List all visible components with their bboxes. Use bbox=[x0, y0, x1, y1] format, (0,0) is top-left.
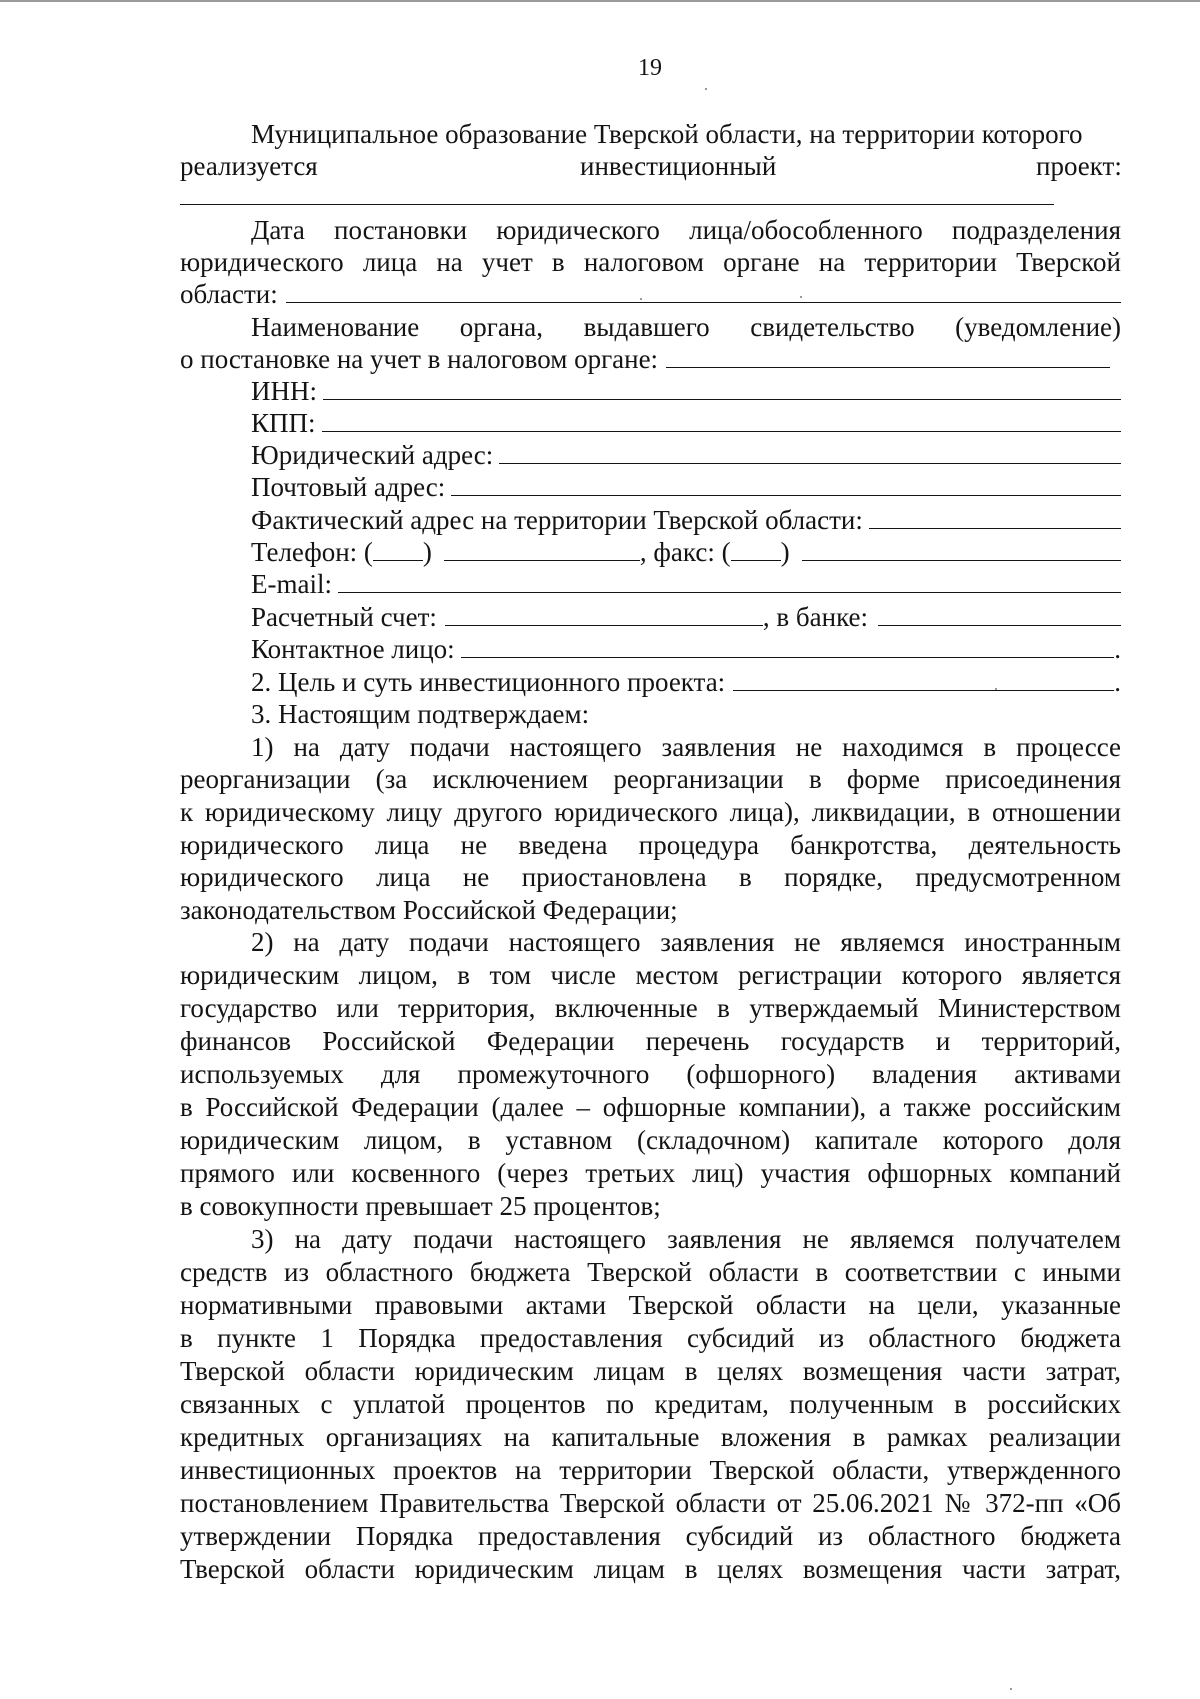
item3-line3: нормативными правовыми актами Тверской области на цели, указанные bbox=[180, 1290, 1121, 1320]
phone-fax-field bbox=[251, 536, 1121, 568]
item3-line8: инвестиционных проектов на территории Тверской области, утвержденного bbox=[180, 1455, 1121, 1485]
page-number: 19 bbox=[638, 55, 662, 81]
registration-date-fill bbox=[286, 278, 1121, 303]
item3-line1: 3) на дату подачи настоящего заявления не являемся получателем bbox=[251, 1224, 1121, 1254]
item3-line2: средств из областного бюджета Тверской области в соответствии с иными bbox=[180, 1257, 1121, 1287]
item3-line7: кредитных организациях на капитальные вложения в рамках реализации bbox=[180, 1422, 1121, 1452]
item2-line3: государство или территория, включенные в утверждаемый Министерством bbox=[180, 993, 1121, 1023]
item2-line4: финансов Российской Федерации перечень государств и территорий, bbox=[180, 1026, 1121, 1056]
scan-speck bbox=[995, 688, 997, 690]
kpp-label: КПП: bbox=[251, 408, 316, 438]
fax-number-fill bbox=[802, 536, 1121, 561]
item1-line1: 1) на дату подачи настоящего заявления не находимся в процессе bbox=[251, 732, 1121, 762]
item2-line7: юридическим лицом, в уставном (складочном) капитале которого доля bbox=[180, 1125, 1121, 1155]
contact-person-field bbox=[251, 633, 1121, 665]
legal-address-field bbox=[251, 439, 1121, 471]
project-goal-fill bbox=[733, 666, 1114, 691]
inn-fill bbox=[323, 375, 1121, 400]
registration-date-line3 bbox=[180, 278, 1121, 310]
bank-label: , в банке: bbox=[762, 602, 869, 632]
municipality-word-1: реализуется bbox=[180, 151, 318, 181]
project-goal-end: . bbox=[1114, 667, 1121, 697]
scan-speck bbox=[705, 88, 707, 90]
bank-fill bbox=[878, 601, 1121, 626]
item3-line11: Тверской области юридическим лицам в целях возмещения части затрат, bbox=[180, 1554, 1121, 1584]
postal-address-field bbox=[251, 471, 1121, 503]
municipality-label-line1: Муниципальное образование Тверской области, на территории которого bbox=[251, 119, 1083, 149]
actual-address-label: Фактический адрес на территории Тверской области: bbox=[251, 505, 863, 535]
item1-line4: юридического лица не введена процедура банкротства, деятельность bbox=[180, 830, 1121, 860]
phone-number-fill bbox=[444, 536, 640, 561]
phone-label: Телефон: ( bbox=[251, 537, 373, 567]
scan-speck bbox=[1010, 1688, 1012, 1690]
issuing-body-label: о постановке на учет в налоговом органе: bbox=[180, 344, 659, 374]
legal-address-label: Юридический адрес: bbox=[251, 440, 494, 470]
registration-date-line1: Дата постановки юридического лица/обособленного подразделения bbox=[251, 215, 1121, 245]
email-fill bbox=[338, 568, 1121, 593]
account-fill bbox=[445, 601, 763, 626]
item2-line5: используемых для промежуточного (офшорного) владения активами bbox=[180, 1059, 1121, 1089]
inn-field bbox=[251, 375, 1121, 407]
issuing-body-fill bbox=[666, 343, 1110, 368]
item1-line2: реорганизации (за исключением реорганизации в форме присоединения bbox=[180, 764, 1121, 794]
fax-label: , факс: ( bbox=[639, 537, 731, 567]
account-label: Расчетный счет: bbox=[251, 602, 437, 632]
item2-line1: 2) на дату подачи настоящего заявления не являемся иностранным bbox=[251, 927, 1121, 957]
item2-line8: прямого или косвенного (через третьих лиц) участия офшорных компаний bbox=[180, 1158, 1121, 1188]
item3-line6: связанных с уплатой процентов по кредитам, полученным в российских bbox=[180, 1389, 1121, 1419]
item3-line10: утверждении Порядка предоставления субсидий из областного бюджета bbox=[180, 1521, 1121, 1551]
contact-person-end: . bbox=[1114, 634, 1121, 664]
item3-line4: в пункте 1 Порядка предоставления субсидий из областного бюджета bbox=[180, 1323, 1121, 1353]
postal-address-label: Почтовый адрес: bbox=[251, 472, 446, 502]
fax-close: ) bbox=[780, 537, 790, 567]
project-goal-label: 2. Цель и суть инвестиционного проекта: bbox=[251, 667, 726, 697]
item3-line5: Тверской области юридическим лицам в целях возмещения части затрат, bbox=[180, 1356, 1121, 1386]
inn-label: ИНН: bbox=[251, 376, 317, 406]
contact-person-fill bbox=[461, 633, 1115, 658]
scan-speck bbox=[640, 298, 642, 300]
email-label: E-mail: bbox=[251, 569, 332, 599]
item2-line2: юридическим лицом, в том числе местом регистрации которого является bbox=[180, 960, 1121, 990]
kpp-fill bbox=[322, 407, 1121, 432]
item3-line9: постановлением Правительства Тверской области от 25.06.2021 № 372-пп «Об bbox=[180, 1488, 1121, 1518]
phone-close: ) bbox=[422, 537, 432, 567]
item2-line9: в совокупности превышает 25 процентов; bbox=[180, 1191, 661, 1221]
email-field bbox=[251, 568, 1121, 600]
scan-speck bbox=[800, 296, 802, 298]
item1-line3: к юридическому лицу другого юридического лица), ликвидации, в отношении bbox=[180, 797, 1121, 827]
registration-date-line2: юридического лица на учет в налоговом органе на территории Тверской bbox=[180, 247, 1121, 277]
account-bank-field bbox=[251, 601, 1121, 633]
fax-code-fill bbox=[731, 536, 781, 561]
item2-line6: в Российской Федерации (далее – офшорные компании), а также российским bbox=[180, 1092, 1121, 1122]
issuing-body-line2 bbox=[180, 343, 1110, 375]
project-goal-field bbox=[251, 666, 1121, 698]
item1-line6: законодательством Российской Федерации; bbox=[180, 895, 678, 925]
item1-line5: юридического лица не приостановлена в порядке, предусмотренном bbox=[180, 862, 1121, 892]
postal-address-fill bbox=[451, 471, 1121, 496]
contact-person-label: Контактное лицо: bbox=[251, 634, 455, 664]
municipality-word-2: инвестиционный bbox=[580, 151, 777, 181]
registration-date-label: области: bbox=[180, 279, 278, 309]
kpp-field bbox=[251, 407, 1121, 439]
scan-top-edge bbox=[0, 0, 1200, 2]
actual-address-field bbox=[251, 504, 1121, 536]
legal-address-fill bbox=[499, 439, 1121, 464]
municipality-word-3: проект: bbox=[1036, 151, 1122, 181]
confirm-heading: 3. Настоящим подтверждаем: bbox=[251, 699, 590, 729]
actual-address-fill bbox=[869, 504, 1121, 529]
issuing-body-line1: Наименование органа, выдавшего свидетельство (уведомление) bbox=[251, 312, 1121, 342]
phone-code-fill bbox=[373, 536, 423, 561]
municipality-fill-line bbox=[180, 204, 1054, 205]
